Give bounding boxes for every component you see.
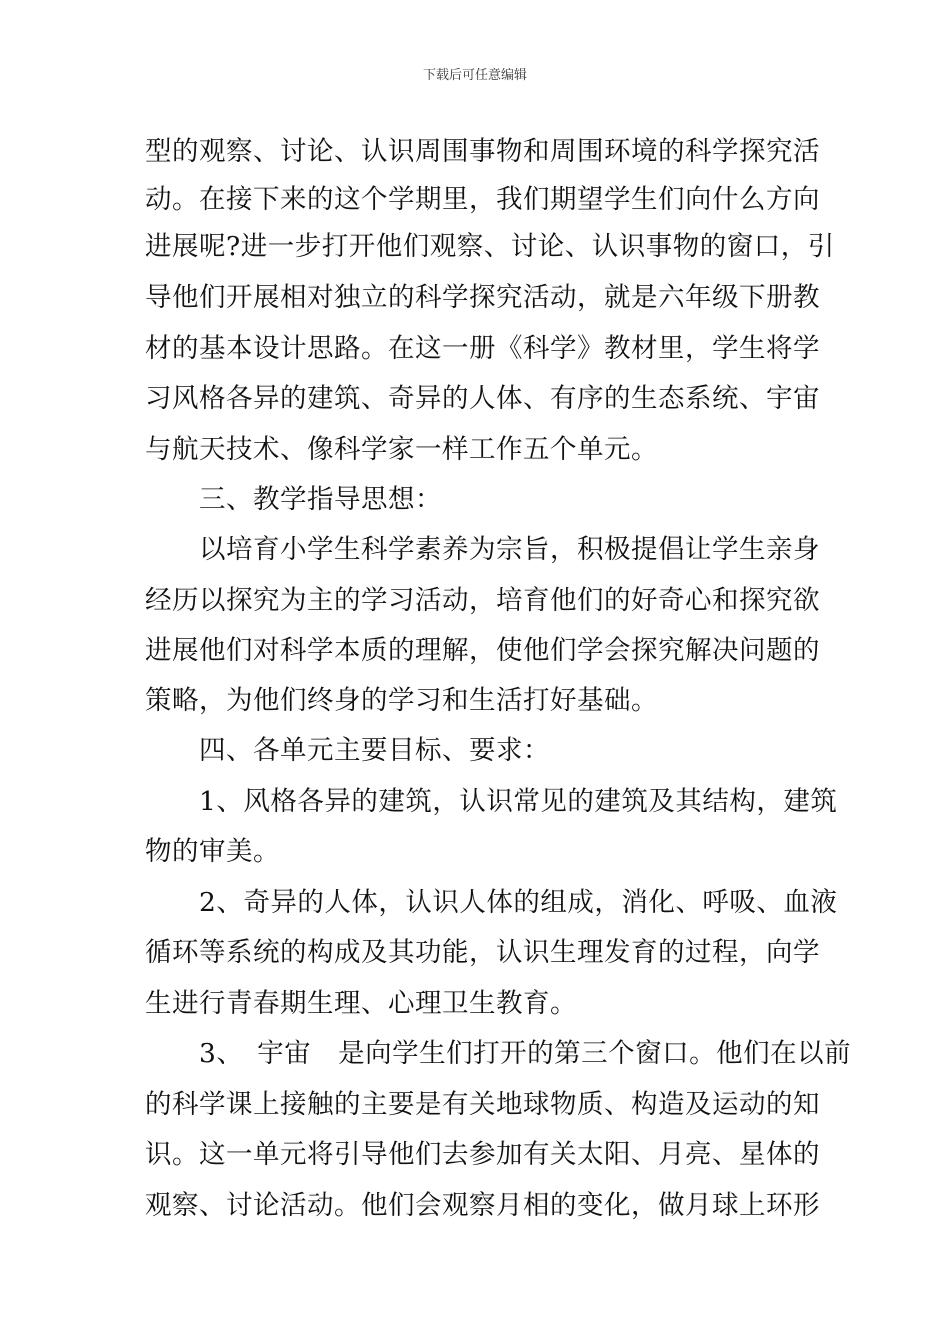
text-line: 动。在接下来的这个学期里，我们期望学生们向什么方向 [145,184,820,215]
text-line: 习风格各异的建筑、奇异的人体、有序的生态系统、宇宙 [145,383,820,414]
text-line: 3、 宇宙 是向学生们打开的第三个窗口。他们在以前 [199,1038,852,1069]
text-line: 三、教学指导思想： [199,484,442,515]
text-line: 识。这一单元将引导他们去参加有关太阳、月亮、星体的 [145,1139,820,1170]
text-line: 材的基本设计思路。在这一册《科学》教材里，学生将学 [145,333,820,364]
text-line: 型的观察、讨论、认识周围事物和周围环境的科学探究活 [145,136,820,167]
text-line: 策略，为他们终身的学习和生活打好基础。 [145,685,658,716]
text-line: 以培育小学生科学素养为宗旨，积极提倡让学生亲身 [199,534,820,565]
text-line: 物的审美。 [145,836,280,867]
text-line: 四、各单元主要目标、要求： [199,735,550,766]
text-line: 进展呢?进一步打开他们观察、讨论、认识事物的窗口，引 [145,231,835,262]
text-line: 与航天技术、像科学家一样工作五个单元。 [145,434,658,465]
text-line: 生进行青春期生理、心理卫生教育。 [145,988,577,1019]
text-line: 观察、讨论活动。他们会观察月相的变化，做月球上环形 [145,1190,820,1221]
text-line: 经历以探究为主的学习活动，培育他们的好奇心和探究欲 [145,585,820,616]
text-line: 2、奇异的人体，认识人体的组成，消化、呼吸、血液 [199,887,838,918]
text-line: 导他们开展相对独立的科学探究活动，就是六年级下册教 [145,282,820,313]
text-line: 1、风格各异的建筑，认识常见的建筑及其结构，建筑 [199,786,838,817]
text-line: 循环等系统的构成及其功能，认识生理发育的过程，向学 [145,937,820,968]
page-header: 下载后可任意编辑 [422,68,527,83]
text-line: 的科学课上接触的主要是有关地球物质、构造及运动的知 [145,1089,820,1120]
text-line: 进展他们对科学本质的理解，使他们学会探究解决问题的 [145,635,820,666]
